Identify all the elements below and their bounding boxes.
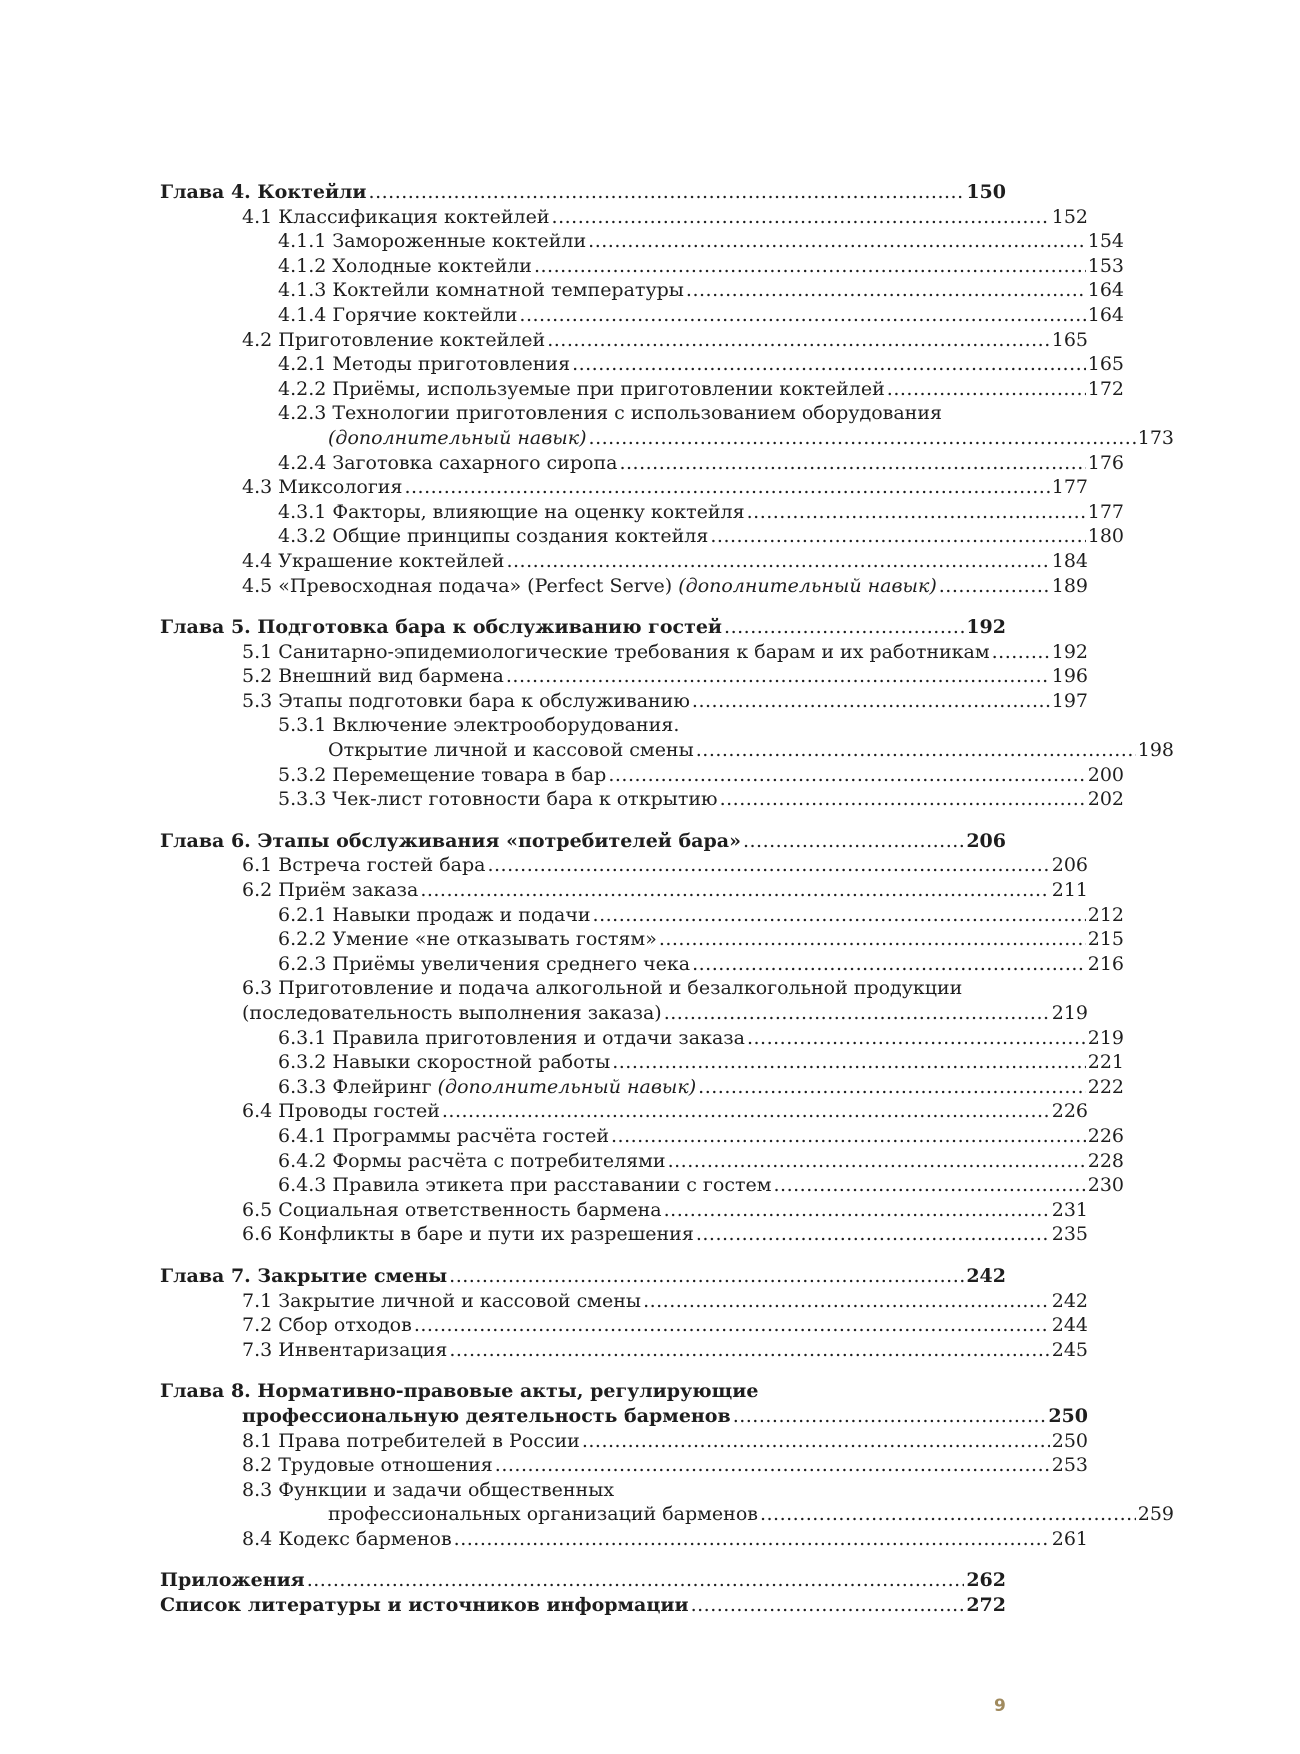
toc-entry-text: 4.3.1 Факторы, влияющие на оценку коктейля: [278, 500, 745, 523]
toc-dot-leader: [992, 640, 1050, 665]
toc-entry-title: [242, 328, 545, 353]
toc-entry-text: (дополнительный навык): [328, 426, 587, 449]
toc-chapter-entry[interactable]: [160, 1379, 1088, 1428]
toc-page-number: 219: [1051, 1002, 1088, 1024]
toc-page-number: 176: [1087, 451, 1124, 474]
toc-entry-text: Открытие личной и кассовой смены: [328, 739, 694, 762]
toc-entry-title: [278, 787, 718, 812]
toc-dot-leader: [369, 180, 965, 205]
toc-entry-text: 4.4 Украшение коктейлей: [242, 549, 505, 572]
toc-entry-title: [278, 377, 885, 402]
toc-entry-title: [160, 829, 741, 854]
toc-entry-title: [242, 664, 504, 689]
toc-entry-text: 6.2.1 Навыки продаж и подачи: [278, 903, 591, 926]
toc-entry-text: 4.3.2 Общие принципы создания коктейля: [278, 525, 709, 548]
toc-entry-title: [242, 1198, 662, 1223]
toc-subsection-entry[interactable]: [160, 927, 1124, 952]
toc-dot-leader: [686, 278, 1086, 303]
toc-subsection-entry[interactable]: [160, 952, 1124, 977]
toc-dot-leader: [454, 1527, 1050, 1552]
toc-entry-text: 6.3.2 Навыки скоростной работы: [278, 1051, 611, 1074]
toc-entry-title: [242, 1222, 694, 1247]
toc-section-entry[interactable]: [160, 1222, 1088, 1247]
toc-entry-text: 6.3.1 Правила приготовления и отдачи заказа: [278, 1026, 745, 1049]
toc-page-number: 231: [1051, 1198, 1088, 1221]
toc-page-number: 180: [1087, 525, 1124, 548]
toc-entry-text: Приложения: [160, 1569, 305, 1592]
toc-dot-leader: [733, 1404, 1047, 1429]
toc-page-number: 154: [1087, 230, 1124, 253]
toc-section-entry[interactable]: [160, 1289, 1088, 1314]
toc-dot-leader: [449, 1338, 1049, 1363]
toc-entry-text: (дополнительный навык): [678, 574, 937, 597]
toc-subsection-entry[interactable]: [160, 229, 1124, 254]
toc-chapter-entry[interactable]: [160, 829, 1006, 854]
toc-dot-leader: [747, 500, 1086, 525]
toc-entry-title: [278, 524, 708, 549]
toc-dot-leader: [619, 451, 1085, 476]
toc-subsection-entry[interactable]: [160, 352, 1124, 377]
toc-entry-title: [242, 205, 550, 230]
toc-dot-leader: [420, 878, 1049, 903]
toc-entry-title: [242, 1527, 452, 1552]
toc-entry-title: [278, 952, 690, 977]
toc-page-number: 215: [1087, 928, 1124, 951]
toc-entry-text: 4.5 «Превосходная подача» (Perfect Serve): [242, 574, 679, 597]
toc-entry-title: [242, 689, 690, 714]
toc-page-number: 150: [966, 181, 1006, 203]
toc-dot-leader: [588, 229, 1086, 254]
toc-subsection-entry[interactable]: [160, 1124, 1124, 1149]
toc-entry-title: [278, 229, 586, 254]
toc-entry-text: Глава 6. Этапы обслуживания «потребителей бара»: [160, 829, 741, 852]
toc-entry-text: 7.3 Инвентаризация: [242, 1338, 448, 1361]
toc-page-number: 173: [1137, 426, 1174, 449]
toc-page-number: 245: [1051, 1338, 1088, 1361]
toc-entry-text: 6.2.3 Приёмы увеличения среднего чека: [278, 952, 691, 975]
toc-page-number: 165: [1087, 353, 1124, 376]
toc-entry-text: 4.2.3 Технологии приготовления с использованием оборудования: [278, 402, 942, 425]
toc-entry-text: 8.1 Права потребителей в России: [242, 1429, 580, 1452]
toc-page-number: 228: [1087, 1149, 1124, 1172]
toc-entry-title: [278, 278, 684, 303]
toc-entry-text: 6.2 Приём заказа: [242, 879, 419, 902]
toc-page-number: 197: [1051, 689, 1088, 712]
toc-dot-leader: [582, 1429, 1050, 1454]
toc-page-number: 206: [966, 829, 1006, 852]
toc-section-entry[interactable]: [160, 1478, 1174, 1527]
toc-entry-text: 8.2 Трудовые отношения: [242, 1454, 493, 1477]
toc-page-number: 253: [1051, 1454, 1088, 1477]
toc-subsection-entry[interactable]: [160, 278, 1124, 303]
toc-dot-leader: [611, 1124, 1086, 1149]
toc-page-number: 212: [1087, 903, 1124, 926]
toc-subsection-entry[interactable]: [160, 1026, 1124, 1051]
toc-section-entry[interactable]: [160, 1453, 1088, 1478]
toc-entry-text: 6.6 Конфликты в баре и пути их разрешения: [242, 1223, 694, 1246]
toc-entry-title: [278, 254, 532, 279]
toc-entry-text: Список литературы и источников информации: [160, 1594, 689, 1617]
table-of-contents: [160, 180, 1174, 1618]
toc-section-entry[interactable]: [160, 853, 1088, 878]
toc-subsection-entry[interactable]: [160, 524, 1124, 549]
toc-entry-title: [242, 475, 402, 500]
toc-page-number: 221: [1087, 1051, 1124, 1074]
toc-dot-leader: [589, 426, 1136, 451]
toc-entry-title: [242, 1001, 662, 1026]
toc-dot-leader: [547, 328, 1050, 353]
toc-page-number: 235: [1051, 1223, 1088, 1246]
toc-subsection-entry[interactable]: [160, 500, 1124, 525]
toc-chapter-entry[interactable]: [160, 615, 1006, 640]
toc-entry-text: 6.4 Проводы гостей: [242, 1100, 440, 1123]
toc-entry-title: [242, 1099, 440, 1124]
toc-entry-text: 4.3 Миксология: [242, 476, 403, 499]
toc-entry-title: [242, 549, 504, 574]
toc-dot-leader: [887, 377, 1086, 402]
toc-entry-text: 4.1.4 Горячие коктейли: [278, 303, 518, 326]
toc-dot-leader: [664, 1198, 1050, 1223]
toc-dot-leader: [668, 1149, 1086, 1174]
toc-dot-leader: [449, 1264, 964, 1289]
toc-dot-leader: [572, 352, 1086, 377]
toc-dot-leader: [747, 1026, 1086, 1051]
toc-dot-leader: [939, 574, 1050, 599]
toc-subsection-entry[interactable]: [160, 1050, 1124, 1075]
toc-page-number: 222: [1087, 1075, 1124, 1098]
toc-subsection-entry[interactable]: [160, 401, 1174, 450]
toc-section-entry[interactable]: [160, 574, 1088, 599]
toc-entry-text: 5.3 Этапы подготовки бара к обслуживанию: [242, 689, 690, 712]
toc-page-number: 200: [1087, 763, 1124, 786]
toc-entry-title: [278, 303, 517, 328]
toc-subsection-entry[interactable]: [160, 787, 1124, 812]
toc-dot-leader: [720, 787, 1086, 812]
toc-section-entry[interactable]: [160, 1313, 1088, 1338]
toc-page-number: 219: [1087, 1026, 1124, 1049]
toc-entry-title: [278, 1075, 696, 1100]
toc-entry-title: [278, 1149, 666, 1174]
toc-entry-text: профессиональных организаций барменов: [328, 1503, 758, 1526]
toc-page-number: 242: [966, 1264, 1006, 1287]
toc-page-number: 164: [1087, 279, 1124, 302]
toc-entry-title: [278, 927, 657, 952]
toc-entry-title: [160, 1568, 305, 1593]
toc-dot-leader: [414, 1313, 1050, 1338]
toc-entry-title: [160, 615, 722, 640]
toc-page-number: 250: [1048, 1404, 1088, 1427]
toc-dot-leader: [442, 1099, 1050, 1124]
toc-dot-leader: [659, 927, 1086, 952]
toc-dot-leader: [506, 549, 1049, 574]
toc-page-number: 230: [1087, 1174, 1124, 1197]
toc-entry-title: [242, 853, 485, 878]
toc-entry-text: 4.1 Классификация коктейлей: [242, 205, 550, 228]
toc-entry-title: [242, 1429, 580, 1454]
toc-entry-title: [278, 763, 606, 788]
toc-entry-text: (дополнительный навык): [437, 1075, 697, 1098]
toc-entry-text: 4.1.3 Коктейли комнатной температуры: [278, 279, 684, 302]
toc-entry-text: 6.2.2 Умение «не отказывать гостям»: [278, 928, 657, 951]
toc-dot-leader: [593, 903, 1086, 928]
toc-dot-leader: [774, 1173, 1086, 1198]
toc-dot-leader: [664, 1001, 1050, 1026]
toc-page-number: 261: [1051, 1527, 1088, 1550]
toc-dot-leader: [643, 1289, 1050, 1314]
toc-entry-text: профессиональную деятельность барменов: [242, 1404, 731, 1427]
toc-entry-title: [278, 500, 745, 525]
toc-entry-text: 4.2.2 Приёмы, используемые при приготовлении коктейлей: [278, 377, 885, 400]
toc-entry-text: 6.3 Приготовление и подача алкогольной и безалкогольной продукции: [242, 977, 963, 1000]
toc-subsection-entry[interactable]: [160, 1173, 1124, 1198]
toc-section-entry[interactable]: [160, 640, 1088, 665]
toc-entry-text: (последовательность выполнения заказа): [242, 1002, 662, 1024]
toc-entry-title: [242, 1453, 493, 1478]
toc-dot-leader: [404, 475, 1049, 500]
toc-entry-title: [328, 426, 587, 451]
toc-entry-title: [278, 903, 591, 928]
toc-section-entry[interactable]: [160, 1429, 1088, 1454]
toc-entry-title: [160, 180, 367, 205]
toc-page-number: 202: [1087, 788, 1124, 811]
toc-entry-text: 7.1 Закрытие личной и кассовой смены: [242, 1289, 642, 1312]
toc-dot-leader: [534, 254, 1086, 279]
toc-entry-text: 6.4.3 Правила этикета при расставании с гостем: [278, 1174, 772, 1197]
toc-entry-title: [160, 1264, 447, 1289]
toc-page-number: 184: [1051, 549, 1088, 572]
toc-subsection-entry[interactable]: [160, 451, 1124, 476]
toc-dot-leader: [692, 689, 1050, 714]
toc-page-number: 192: [1051, 640, 1088, 663]
toc-entry-text: Глава 4. Коктейли: [160, 181, 367, 203]
toc-chapter-entry[interactable]: [160, 1264, 1006, 1289]
toc-dot-leader: [760, 1502, 1136, 1527]
toc-page-number: 192: [966, 616, 1006, 639]
toc-chapter-entry[interactable]: [160, 1568, 1006, 1593]
toc-entry-text: 7.2 Сбор отходов: [242, 1314, 412, 1337]
toc-entry-title: [242, 1338, 447, 1363]
toc-page-number: 189: [1051, 574, 1088, 597]
toc-page-number: 153: [1087, 254, 1124, 277]
toc-subsection-entry[interactable]: [160, 377, 1124, 402]
toc-page-number: 272: [966, 1594, 1006, 1617]
toc-page-number: 226: [1087, 1124, 1124, 1147]
toc-section-entry[interactable]: [160, 1099, 1088, 1124]
toc-page-number: 226: [1051, 1100, 1088, 1123]
toc-subsection-entry[interactable]: [160, 763, 1124, 788]
toc-entry-title: [278, 1124, 609, 1149]
toc-section-entry[interactable]: [160, 1198, 1088, 1223]
toc-page-number: 206: [1051, 854, 1088, 877]
toc-page-number: 216: [1087, 952, 1124, 975]
toc-page-number: 177: [1087, 500, 1124, 523]
toc-section-entry[interactable]: [160, 205, 1088, 230]
toc-section-entry[interactable]: [160, 976, 1088, 1025]
toc-page-number: 152: [1051, 205, 1088, 228]
toc-chapter-entry[interactable]: [160, 1593, 1006, 1618]
toc-entry-title: [242, 1289, 641, 1314]
toc-entry-title: [242, 878, 418, 903]
toc-dot-leader: [696, 738, 1136, 763]
toc-entry-title: [242, 574, 937, 599]
toc-entry-text: 6.1 Встреча гостей бара: [242, 854, 486, 877]
toc-entry-text: 6.5 Социальная ответственность бармена: [242, 1198, 662, 1221]
toc-page-number: 172: [1087, 377, 1124, 400]
toc-dot-leader: [743, 829, 964, 854]
toc-dot-leader: [608, 763, 1085, 788]
toc-section-entry[interactable]: [160, 664, 1088, 689]
toc-entry-title: [160, 1593, 689, 1618]
toc-dot-leader: [691, 1593, 965, 1618]
toc-page-number: 165: [1051, 328, 1088, 351]
toc-entry-title: [278, 352, 570, 377]
toc-section-entry[interactable]: [160, 1527, 1088, 1552]
toc-section-entry[interactable]: [160, 549, 1088, 574]
toc-page-number: 177: [1051, 476, 1088, 499]
toc-dot-leader: [698, 1075, 1086, 1100]
toc-dot-leader: [519, 303, 1085, 328]
toc-subsection-entry[interactable]: [160, 1075, 1124, 1100]
toc-page-number: 198: [1137, 739, 1174, 762]
toc-section-entry[interactable]: [160, 475, 1088, 500]
toc-dot-leader: [307, 1568, 965, 1593]
page-number: 9: [994, 1696, 1006, 1716]
toc-subsection-entry[interactable]: [160, 713, 1174, 762]
toc-chapter-entry[interactable]: [160, 180, 1006, 205]
toc-dot-leader: [506, 664, 1050, 689]
toc-section-entry[interactable]: [160, 689, 1088, 714]
toc-section-entry[interactable]: [160, 878, 1088, 903]
toc-entry-text: 4.1.1 Замороженные коктейли: [278, 230, 587, 253]
toc-dot-leader: [710, 524, 1085, 549]
toc-entry-title: [328, 738, 694, 763]
toc-dot-leader: [692, 952, 1086, 977]
toc-entry-text: 5.3.1 Включение электрооборудования.: [278, 714, 680, 737]
toc-entry-text: 5.3.2 Перемещение товара в бар: [278, 763, 607, 786]
toc-page-number: 250: [1051, 1429, 1088, 1452]
toc-entry-title: [242, 1313, 412, 1338]
toc-entry-text: Глава 8. Нормативно-правовые акты, регулирующие: [160, 1380, 759, 1403]
toc-dot-leader: [724, 615, 964, 640]
toc-entry-title: [278, 1050, 610, 1075]
toc-entry-text: 6.4.2 Формы расчёта с потребителями: [278, 1149, 666, 1172]
toc-dot-leader: [696, 1222, 1050, 1247]
toc-entry-text: 8.4 Кодекс барменов: [242, 1527, 452, 1550]
toc-entry-text: 4.2.4 Заготовка сахарного сиропа: [278, 451, 618, 474]
toc-entry-text: Глава 5. Подготовка бара к обслуживанию гостей: [160, 616, 723, 639]
toc-entry-title: [242, 1404, 731, 1429]
toc-entry-text: 6.4.1 Программы расчёта гостей: [278, 1124, 609, 1147]
toc-page-number: 262: [966, 1569, 1006, 1592]
toc-entry-text: 5.3.3 Чек-лист готовности бара к открытию: [278, 788, 718, 811]
toc-section-entry[interactable]: [160, 328, 1088, 353]
toc-dot-leader: [487, 853, 1049, 878]
toc-subsection-entry[interactable]: [160, 254, 1124, 279]
toc-page-number: 196: [1051, 665, 1088, 688]
toc-entry-text: 4.2.1 Методы приготовления: [278, 353, 571, 376]
toc-entry-text: 5.2 Внешний вид бармена: [242, 665, 504, 688]
toc-dot-leader: [552, 205, 1050, 230]
toc-entry-text: 4.1.2 Холодные коктейли: [278, 254, 532, 277]
toc-dot-leader: [495, 1453, 1050, 1478]
toc-subsection-entry[interactable]: [160, 303, 1124, 328]
toc-entry-title: [242, 640, 990, 665]
toc-entry-text: 8.3 Функции и задачи общественных: [242, 1478, 615, 1501]
toc-subsection-entry[interactable]: [160, 903, 1124, 928]
toc-entry-text: 5.1 Санитарно-эпидемиологические требования к барам и их работникам: [242, 640, 990, 663]
toc-entry-title: [278, 1026, 745, 1051]
toc-page-number: 164: [1087, 303, 1124, 326]
toc-entry-title: [278, 451, 617, 476]
toc-page-number: 244: [1051, 1314, 1088, 1337]
toc-page-number: 242: [1051, 1289, 1088, 1312]
toc-dot-leader: [612, 1050, 1086, 1075]
toc-entry-text: 6.3.3 Флейринг: [278, 1075, 438, 1098]
toc-entry-text: 4.2 Приготовление коктейлей: [242, 328, 546, 351]
toc-section-entry[interactable]: [160, 1338, 1088, 1363]
toc-entry-title: [328, 1502, 758, 1527]
toc-page-number: 259: [1137, 1503, 1174, 1526]
toc-entry-text: Глава 7. Закрытие смены: [160, 1264, 448, 1287]
toc-entry-title: [278, 1173, 772, 1198]
toc-subsection-entry[interactable]: [160, 1149, 1124, 1174]
toc-page-number: 211: [1051, 879, 1088, 902]
